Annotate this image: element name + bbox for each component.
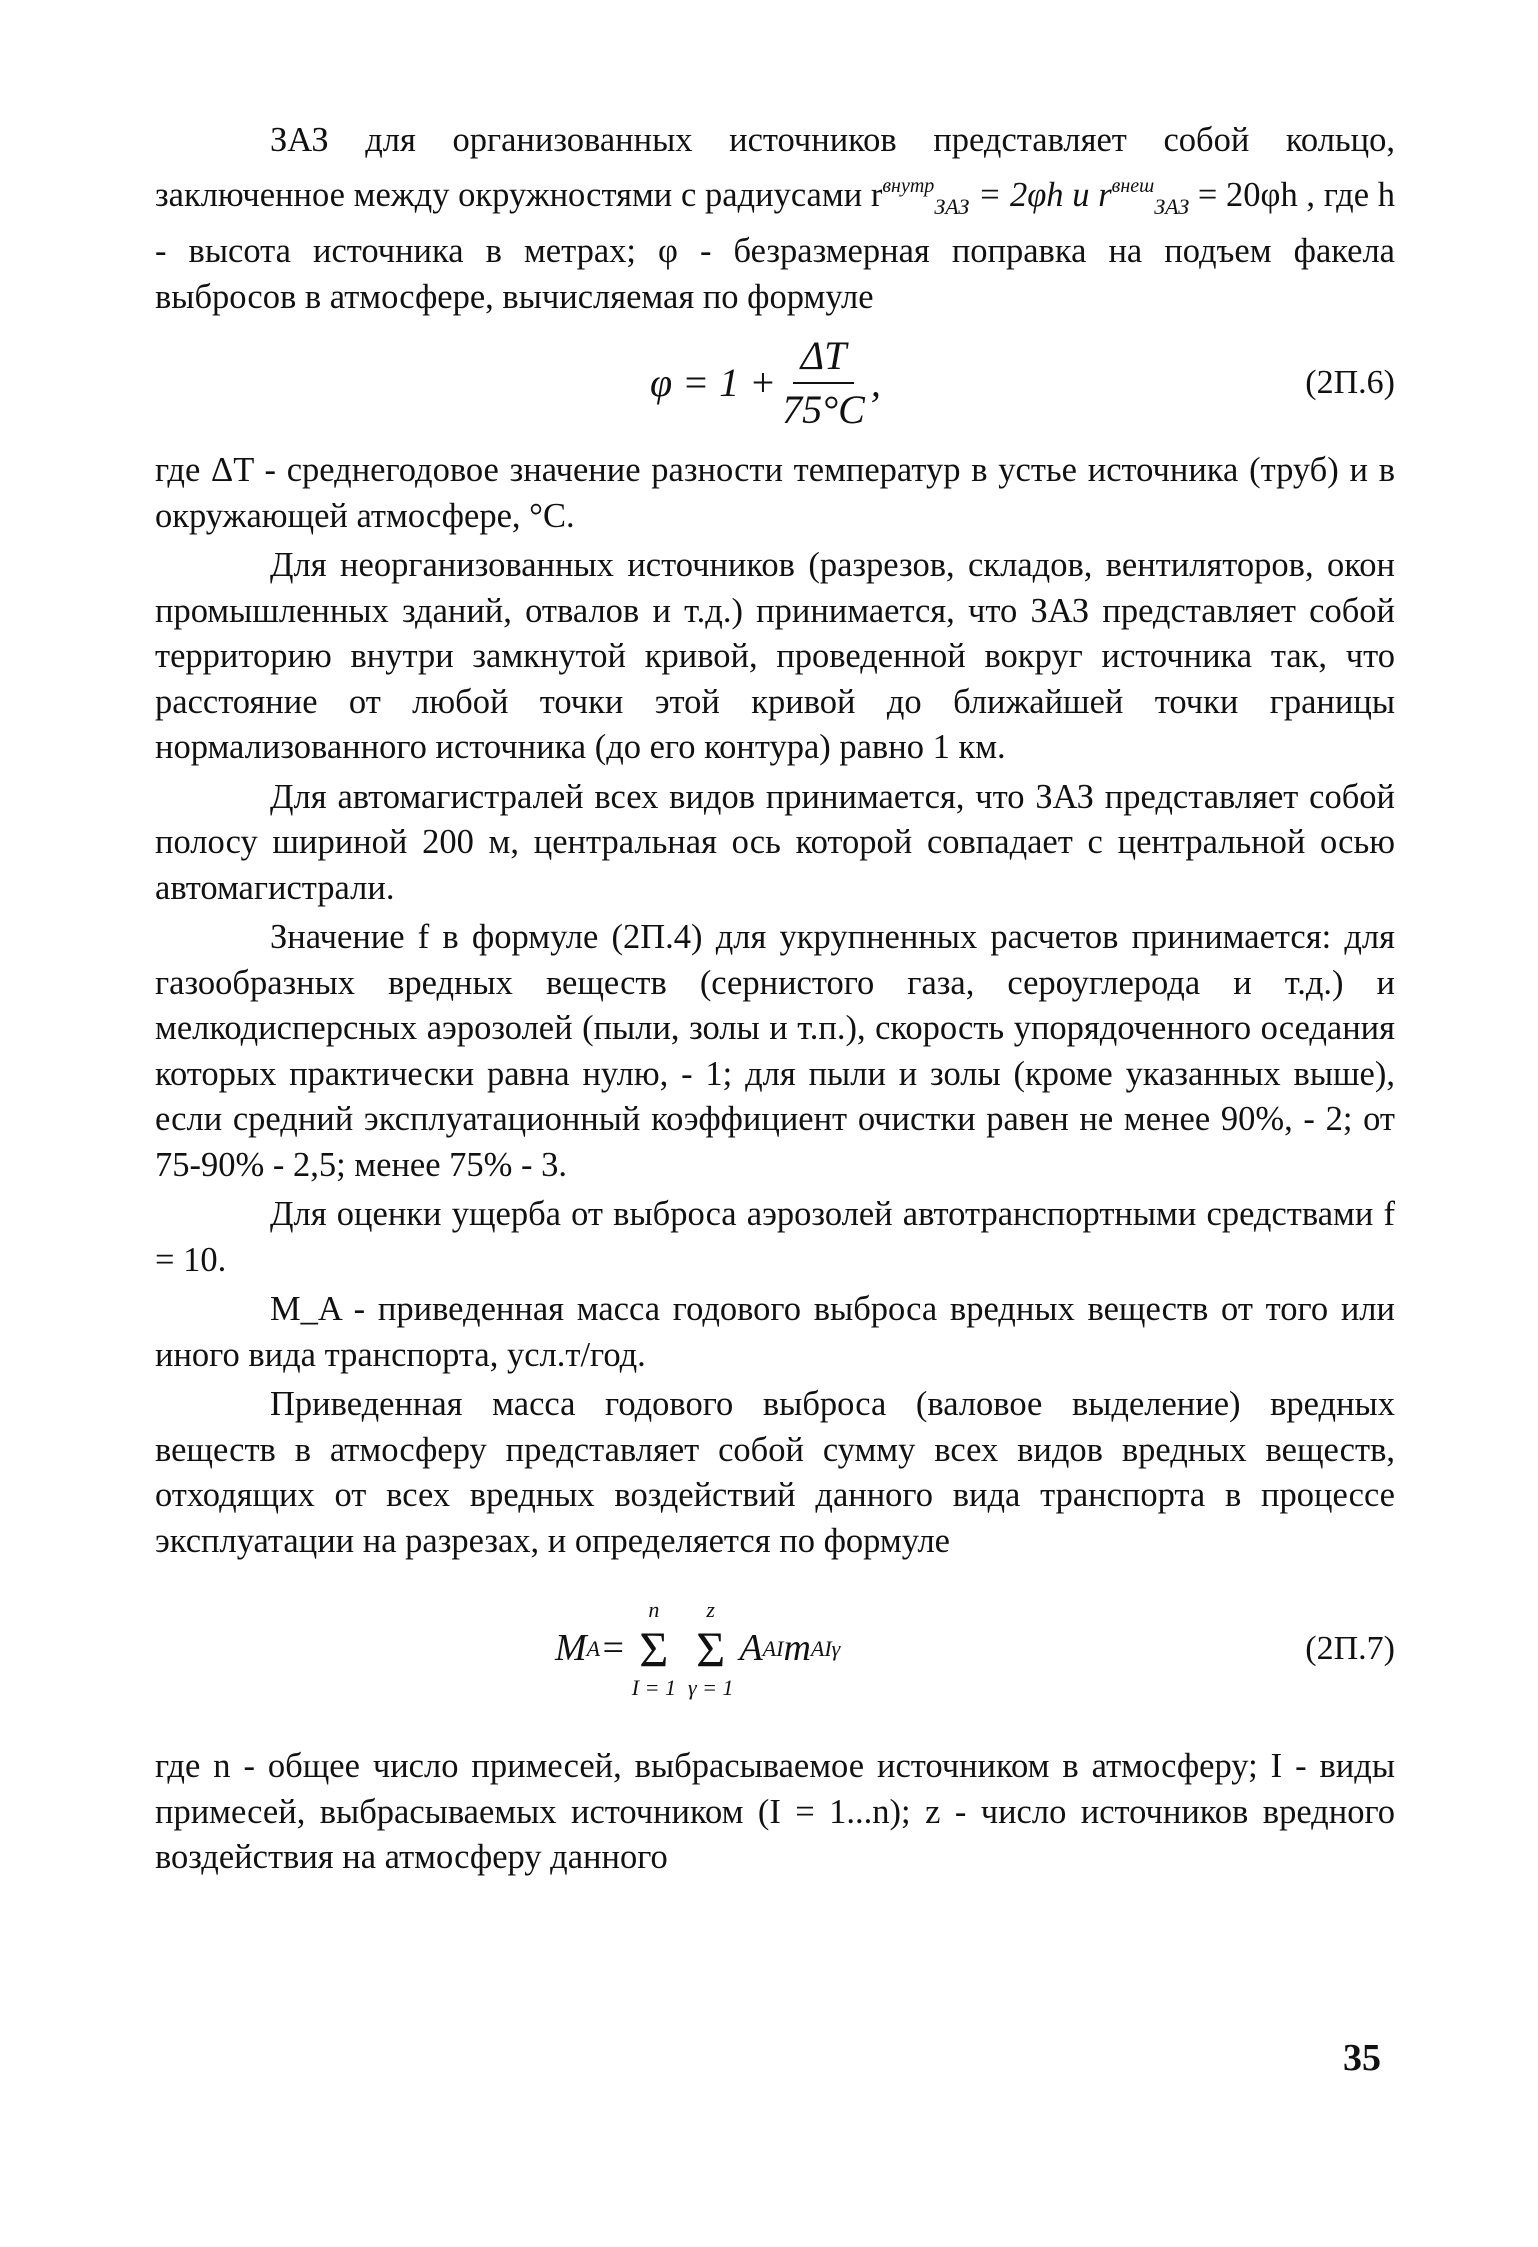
- text-run: ЗАЗ для организованных источников представляет собой кольцо, заключенное между окружностями с радиусами r: [155, 121, 1395, 214]
- fraction-numerator: ΔT: [793, 332, 855, 384]
- subscript: AI: [762, 1636, 784, 1662]
- text-run: = 20φh , где h - высота источника в метрах; φ - безразмерная поправка на подъем факела выбросов в атмосфере, вычисляемая по формуле: [155, 175, 1395, 316]
- term-a: A: [739, 1627, 763, 1670]
- paragraph-where-n: где n - общее число примесей, выбрасываемое источником в атмосферу; I - виды примесей, выбрасываемых источником (I = 1...n); z - число источников вредного воздействия на атмосферу данного: [155, 1747, 1395, 1876]
- formula-tail: ,: [870, 360, 881, 406]
- subscript: ЗАЗ: [1154, 193, 1190, 219]
- term-m: m: [783, 1627, 811, 1670]
- fraction-denominator: 75°C: [782, 387, 865, 432]
- paragraph-ma-definition: M_A - приведенная масса годового выброса вредных веществ от того или иного вида транспорта, усл.т/год.: [155, 1290, 1395, 1374]
- paragraph-aerosol-damage: Для оценки ущерба от выброса аэрозолей автотранспортными средствами f = 10.: [155, 1195, 1395, 1279]
- formula-number: (2П.7): [1305, 1630, 1395, 1667]
- formula-2p6: [155, 324, 1395, 442]
- sum-upper-limit: n: [648, 1597, 660, 1622]
- formula-number: (2П.6): [1305, 364, 1395, 401]
- sigma-symbol: Σ: [696, 1621, 726, 1677]
- formula-lhs: φ = 1 +: [650, 360, 777, 406]
- sum-upper-limit: z: [706, 1597, 715, 1622]
- subscript: ЗАЗ: [934, 193, 970, 219]
- sum-operator: [632, 1598, 676, 1700]
- sum-operator: [688, 1598, 734, 1700]
- page-number: 35: [1343, 2037, 1381, 2079]
- subscript: A: [586, 1636, 601, 1662]
- page-body: [155, 118, 1395, 1881]
- sum-lower-limit: γ = 1: [687, 1675, 734, 1700]
- paragraph-delta-t: где ΔT - среднегодовое значение разности температур в устье источника (труб) и в окружающей атмосфере, °С.: [155, 451, 1395, 535]
- subscript: AIγ: [810, 1636, 841, 1662]
- formula-expression: [555, 1574, 840, 1724]
- paragraph-zaz-organized: [155, 118, 1395, 320]
- formula-expression: [650, 328, 881, 438]
- sigma-symbol: Σ: [639, 1621, 669, 1677]
- paragraph-reduced-mass: Приведенная масса годового выброса (валовое выделение) вредных веществ в атмосферу представляет собой сумму всех видов вредных веществ, отходящих от всех вредных воздействий данного вида транспорта в процессе эксплуатации на разрезах, и определяется по формуле: [155, 1385, 1395, 1560]
- fraction: [782, 332, 865, 434]
- text-run: = 2φh и r: [969, 175, 1112, 214]
- equals-sign: =: [600, 1627, 626, 1670]
- paragraph-highways: Для автомагистралей всех видов принимается, что ЗАЗ представляет собой полосу шириной 200 м, центральная ось которой совпадает с центральной осью автомагистрали.: [155, 777, 1395, 907]
- formula-lhs: M: [555, 1627, 587, 1670]
- formula-2p7: [155, 1574, 1395, 1724]
- superscript: внутр: [882, 174, 935, 197]
- superscript: внеш: [1111, 174, 1155, 197]
- paragraph-f-value: Значение f в формуле (2П.4) для укрупненных расчетов принимается: для газообразных вредных веществ (сернистого газа, сероуглерода и т.д.) и мелкодисперсных аэрозолей (пыли, золы и т.п.), скорость упорядоченного оседания которых практически равна нулю, - 1; для пыли и золы (кроме указанных выше), если средний эксплуатационный коэффициент очистки равен не менее 90%, - 2; от 75-90% - 2,5; менее 75% - 3.: [155, 918, 1395, 1184]
- paragraph-unorganized-sources: Для неорганизованных источников (разрезов, складов, вентиляторов, окон промышленных зданий, отвалов и т.д.) принимается, что ЗАЗ представляет собой территорию внутри замкнутой кривой, проведенной вокруг источника так, что расстояние от любой точки этой кривой до ближайшей точки границы нормализованного источника (до его контура) равно 1 км.: [155, 546, 1395, 766]
- sum-lower-limit: I = 1: [631, 1675, 676, 1700]
